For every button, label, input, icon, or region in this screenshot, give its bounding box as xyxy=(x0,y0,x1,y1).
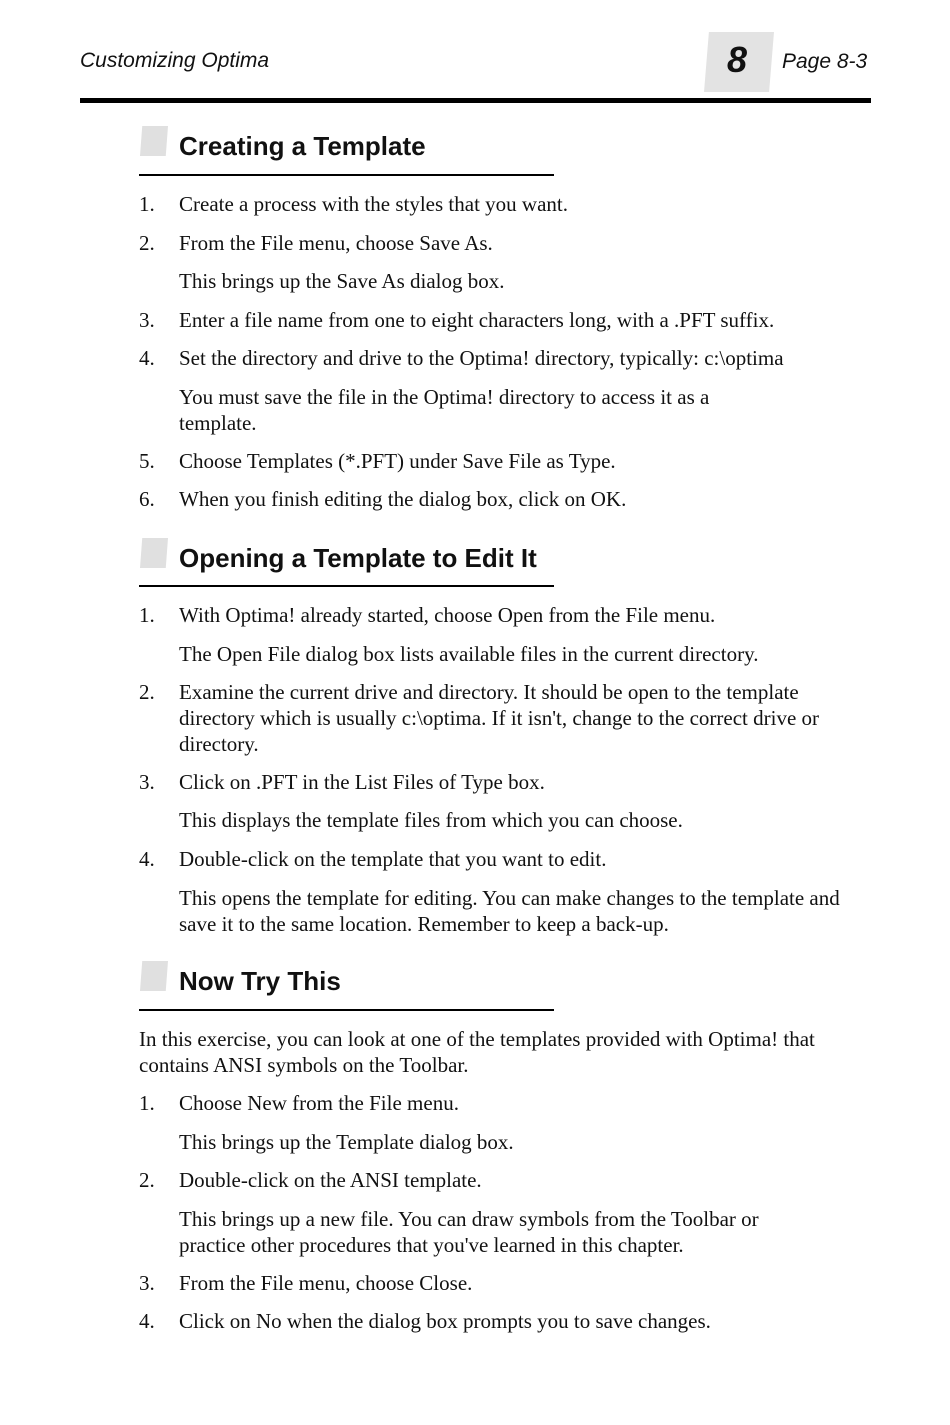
section-heading-creating-template: Creating a Template xyxy=(179,131,426,161)
step-number: 5. xyxy=(139,449,155,473)
step-number: 1. xyxy=(139,1091,155,1115)
step-text: Examine the current drive and directory. It should be open to the template directory which is usually c:\optima. If it isn't, change to the correct drive or directory. xyxy=(179,680,820,756)
step-note: You must save the file in the Optima! directory to access it as a template. xyxy=(179,385,710,435)
step-number: 4. xyxy=(139,346,155,370)
step-note: The Open File dialog box lists available files in the current directory. xyxy=(179,642,759,666)
step-note: This brings up the Template dialog box. xyxy=(179,1130,514,1154)
step-note: This brings up the Save As dialog box. xyxy=(179,269,505,293)
step-number: 1. xyxy=(139,192,155,216)
step-number: 3. xyxy=(139,1271,155,1295)
step-number: 3. xyxy=(139,308,155,332)
section-heading-now-try-this: Now Try This xyxy=(179,966,341,996)
step-text: Choose New from the File menu. xyxy=(179,1091,459,1115)
step-text: Create a process with the styles that you want. xyxy=(179,192,568,216)
section-rule xyxy=(139,585,554,587)
step-number: 3. xyxy=(139,770,155,794)
step-number: 6. xyxy=(139,487,155,511)
section-rule xyxy=(139,1009,554,1011)
step-text: When you finish editing the dialog box, click on OK. xyxy=(179,487,627,511)
section-rule xyxy=(139,174,554,176)
step-text: Set the directory and drive to the Optima! directory, typically: c:\optima xyxy=(179,346,784,370)
section-heading-opening-template: Opening a Template to Edit It xyxy=(179,543,537,573)
step-number: 2. xyxy=(139,680,155,704)
header-rule xyxy=(80,98,871,103)
step-text: With Optima! already started, choose Open from the File menu. xyxy=(179,603,716,627)
section-marker xyxy=(140,961,168,991)
step-text: Double-click on the template that you want to edit. xyxy=(179,847,607,871)
step-number: 2. xyxy=(139,231,155,255)
step-text: Enter a file name from one to eight characters long, with a .PFT suffix. xyxy=(179,308,775,332)
step-text: Click on No when the dialog box prompts you to save changes. xyxy=(179,1309,711,1333)
step-text: From the File menu, choose Close. xyxy=(179,1271,473,1295)
step-note: This brings up a new file. You can draw symbols from the Toolbar or practice other procedures that you've learned in this chapter. xyxy=(179,1207,759,1257)
step-note: This opens the template for editing. You can make changes to the template and save it to the same location. Remember to keep a back-up. xyxy=(179,886,840,936)
step-number: 1. xyxy=(139,603,155,627)
section-marker xyxy=(140,538,168,568)
step-number: 4. xyxy=(139,1309,155,1333)
step-text: From the File menu, choose Save As. xyxy=(179,231,493,255)
step-text: Choose Templates (*.PFT) under Save File as Type. xyxy=(179,449,616,473)
section-intro: In this exercise, you can look at one of the templates provided with Optima! that contains ANSI symbols on the Toolbar. xyxy=(139,1027,815,1077)
step-text: Double-click on the ANSI template. xyxy=(179,1168,482,1192)
section-marker xyxy=(140,126,168,156)
step-number: 4. xyxy=(139,847,155,871)
step-text: Click on .PFT in the List Files of Type box. xyxy=(179,770,545,794)
step-number: 2. xyxy=(139,1168,155,1192)
step-note: This displays the template files from which you can choose. xyxy=(179,808,683,832)
page-number: Page 8-3 xyxy=(782,50,868,73)
running-header-title: Customizing Optima xyxy=(80,49,270,72)
chapter-number: 8 xyxy=(726,39,748,80)
